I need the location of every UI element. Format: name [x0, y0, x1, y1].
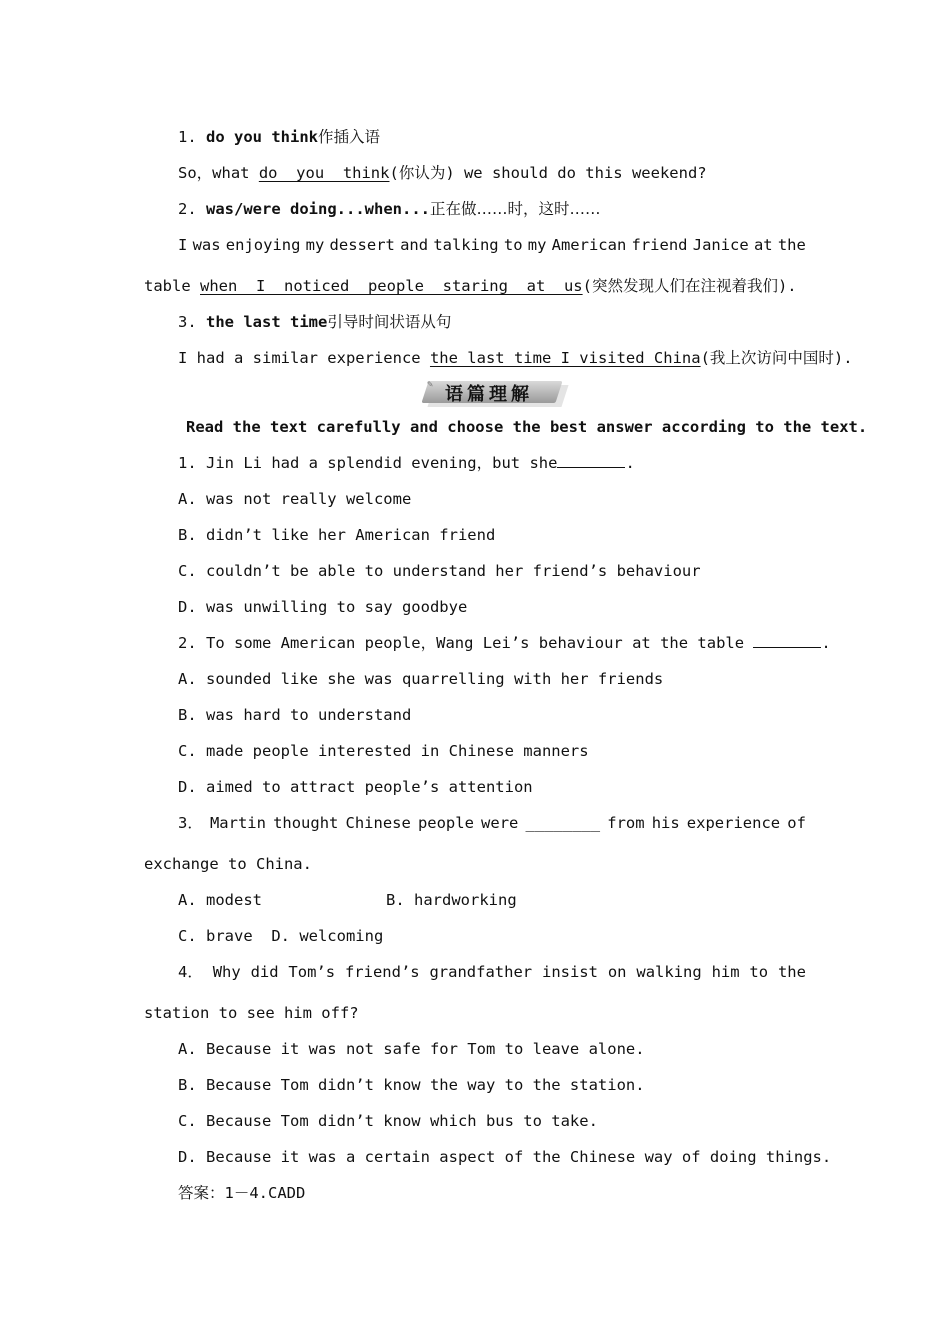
example-word: the — [777, 236, 806, 254]
phrase-3-heading — [178, 312, 451, 332]
question-word: grandfather — [429, 963, 533, 981]
question-1-stem — [178, 453, 635, 473]
phrase-note: 作插入语 — [318, 128, 381, 146]
question-text: . — [821, 634, 831, 652]
example-text: So，what — [178, 164, 259, 182]
option-d: D. aimed to attract people’s attention — [178, 778, 533, 796]
question-word: Why — [212, 963, 241, 981]
question-text: 1. Jin Li had a splendid evening，but she — [178, 454, 558, 472]
question-text: . — [625, 454, 635, 472]
phrase-term: do you think — [206, 128, 318, 146]
phrase-number: 1. — [178, 128, 197, 146]
question-3-options-row1 — [178, 890, 517, 910]
question-word: 3． — [178, 814, 203, 832]
example-word: and — [400, 236, 429, 254]
question-word: thought — [273, 814, 339, 832]
question-word: friend’s — [344, 963, 420, 981]
answer-key — [178, 1183, 305, 1203]
example-word: talking — [433, 236, 499, 254]
option-c: C. couldn’t be able to understand her friend’s behaviour — [178, 562, 701, 580]
question-word: his — [651, 814, 680, 832]
phrase-1-heading — [178, 127, 380, 147]
question-word: ________ — [525, 814, 601, 832]
option-b: B. was hard to understand — [178, 706, 412, 724]
example-word: enjoying — [225, 236, 301, 254]
underlined-phrase: the last time I visited China — [429, 349, 701, 367]
question-word: from — [607, 814, 645, 832]
option-a: A. modest — [178, 891, 262, 909]
question-4-stem-line2: station to see him off? — [144, 1004, 359, 1022]
question-word: experience — [686, 814, 781, 832]
phrase-term: the last time — [206, 313, 328, 331]
question-4-stem-line1 — [178, 962, 806, 982]
option-c: C. made people interested in Chinese manners — [178, 742, 589, 760]
example-text: table — [144, 277, 200, 295]
question-word: did — [250, 963, 279, 981]
phrase-2-heading — [178, 199, 601, 219]
example-word: dessert — [329, 236, 395, 254]
question-word: 4． — [178, 963, 203, 981]
answer-label: 答案： — [178, 1184, 225, 1202]
example-text: (你认为) we should do this weekend? — [389, 164, 707, 182]
example-word: Janice — [692, 236, 749, 254]
example-word: was — [192, 236, 221, 254]
example-text: (我上次访问中国时). — [700, 349, 853, 367]
question-text: 2. To some American people，Wang Lei’s behaviour at the table — [178, 634, 754, 652]
phrase-3-example — [178, 348, 853, 368]
section-title: 语篇理解 — [445, 384, 533, 405]
phrase-note: 正在做……时，这时…… — [429, 200, 601, 218]
question-word: to — [749, 963, 769, 981]
option-d: D. was unwilling to say goodbye — [178, 598, 468, 616]
question-word: insist — [541, 963, 598, 981]
example-text: (突然发现人们在注视着我们). — [582, 277, 797, 295]
example-word: my — [527, 236, 547, 254]
question-word: people — [417, 814, 474, 832]
question-word: him — [711, 963, 740, 981]
option-b: B. hardworking — [386, 891, 517, 909]
instruction: Read the text carefully and choose the best answer according to the text. — [186, 418, 868, 436]
answer-blank — [557, 453, 625, 468]
question-word: of — [787, 814, 806, 832]
option-c: C. Because Tom didn’t know which bus to take. — [178, 1112, 598, 1130]
example-word: friend — [631, 236, 688, 254]
question-word: walking — [636, 963, 702, 981]
question-word: Chinese — [345, 814, 411, 832]
example-word: at — [753, 236, 773, 254]
underlined-phrase: when I noticed people staring at us — [200, 277, 583, 295]
phrase-note: 引导时间状语从句 — [327, 313, 452, 331]
question-2-stem — [178, 633, 831, 653]
phrase-term: was/were doing...when... — [206, 200, 430, 218]
example-text: I had a similar experience — [178, 349, 430, 367]
answer-value: 1－4.CADD — [224, 1184, 306, 1202]
question-word: were — [481, 814, 519, 832]
phrase-number: 2. — [178, 200, 197, 218]
phrase-2-example-line1 — [178, 235, 806, 255]
phrase-number: 3. — [178, 313, 197, 331]
option-a: A. was not really welcome — [178, 490, 412, 508]
phrase-2-example-line2 — [144, 276, 797, 296]
banner-decoration-icon: ✎ — [427, 379, 434, 390]
option-b: B. Because Tom didn’t know the way to the station. — [178, 1076, 645, 1094]
example-word: my — [305, 236, 325, 254]
question-word: the — [777, 963, 806, 981]
option-a: A. sounded like she was quarrelling with her friends — [178, 670, 664, 688]
question-word: Martin — [209, 814, 266, 832]
example-word: American — [551, 236, 627, 254]
example-word: I — [178, 236, 188, 254]
example-word: to — [503, 236, 523, 254]
underlined-phrase: do you think — [258, 164, 390, 182]
option-d: D. Because it was a certain aspect of the Chinese way of doing things. — [178, 1148, 832, 1166]
option-b: B. didn’t like her American friend — [178, 526, 496, 544]
question-3-stem-line2: exchange to China. — [144, 855, 312, 873]
section-banner — [425, 377, 565, 407]
option-a: A. Because it was not safe for Tom to leave alone. — [178, 1040, 645, 1058]
question-3-stem-line1 — [178, 813, 806, 833]
answer-blank — [753, 633, 821, 648]
question-word: on — [607, 963, 627, 981]
question-word: Tom’s — [288, 963, 336, 981]
phrase-1-example — [178, 163, 707, 183]
option-c-d: C. brave D. welcoming — [178, 927, 384, 945]
